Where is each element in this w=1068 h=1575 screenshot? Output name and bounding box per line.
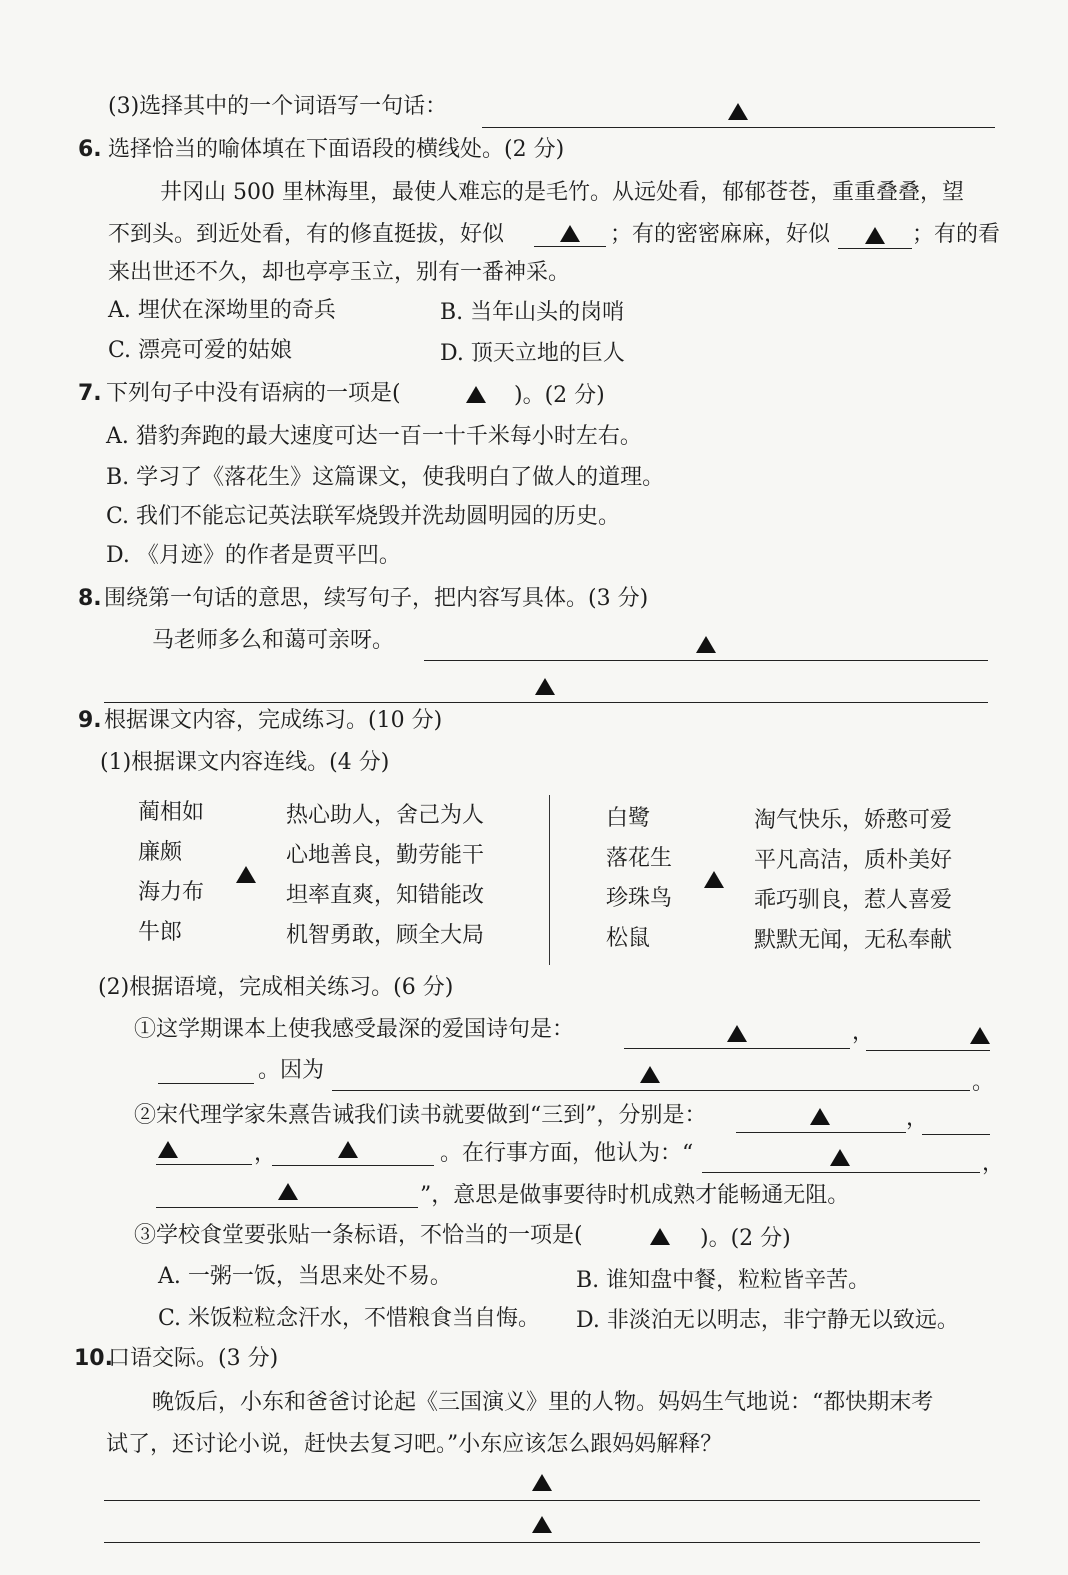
triangle-marker-icon (278, 1183, 298, 1200)
triangle-marker-icon (532, 1474, 552, 1491)
sub2-blank-5[interactable] (702, 1172, 980, 1173)
triangle-marker-icon (727, 1025, 747, 1042)
triangle-marker-icon (810, 1108, 830, 1125)
triangle-marker-icon (830, 1149, 850, 1166)
q9-sub3-prompt: ③学校食堂要张贴一条标语，不恰当的一项是( (134, 1223, 583, 1248)
sub1-comma: ， (852, 1020, 875, 1045)
sub2-blank-6[interactable] (156, 1207, 418, 1208)
q10-para-line1: 晚饭后，小东和爸爸讨论起《三国演义》里的人物。妈妈生气地说：“都快期末考 (152, 1390, 934, 1415)
triangle-marker-icon (535, 678, 555, 695)
sub2-blank-3[interactable] (156, 1164, 252, 1165)
right-trait-2: 平凡高洁，质朴美好 (754, 848, 953, 873)
right-trait-4: 默默无闻，无私奉献 (754, 928, 953, 953)
triangle-marker-icon (696, 636, 716, 653)
sub3-option-d: D. 非淡泊无以明志，非宁静无以致远。 (576, 1308, 959, 1333)
q5-answer-line[interactable] (482, 127, 995, 128)
q6-para-line2a: 不到头。到近处看，有的修直挺拔，好似 (108, 222, 505, 247)
q6-option-d: D. 顶天立地的巨人 (440, 341, 625, 366)
q8-stem: 围绕第一句话的意思，续写句子，把内容写具体。(3 分) (104, 586, 649, 611)
q6-stem: 选择恰当的喻体填在下面语段的横线处。(2 分) (108, 137, 565, 162)
sub3-option-a: A. 一粥一饭，当思来处不易。 (158, 1264, 452, 1289)
q7-option-d: D. 《月迹》的作者是贾平凹。 (106, 543, 401, 568)
q6-option-a: A. 埋伏在深坳里的奇兵 (108, 298, 336, 323)
sub3-option-b: B. 谁知盘中餐，粒粒皆辛苦。 (576, 1268, 871, 1293)
sub2-blank-1[interactable] (736, 1132, 906, 1133)
sub3-option-c: C. 米饭粒粒念汗水，不惜粮食当自悔。 (158, 1306, 541, 1331)
sub2-comma-1: ， (906, 1106, 929, 1131)
triangle-marker-icon (704, 871, 724, 888)
q6-para-line2b: ；有的密密麻麻，好似 (610, 222, 831, 247)
q9-stem: 根据课文内容，完成练习。(10 分) (104, 708, 443, 733)
q10-number: 10. (74, 1346, 113, 1371)
left-trait-2: 心地善良，勤劳能干 (286, 843, 485, 868)
sub1-blank-4[interactable] (332, 1090, 970, 1091)
left-trait-3: 坦率直爽，知错能改 (286, 883, 485, 908)
sub2-comma-2: ， (254, 1141, 277, 1166)
right-trait-3: 乖巧驯良，惹人喜爱 (754, 888, 953, 913)
q10-answer-line-2[interactable] (104, 1542, 980, 1543)
sub2-meaning: ”，意思是做事要待时机成熟才能畅通无阻。 (420, 1183, 850, 1208)
q6-para-line2c: ；有的看 (912, 222, 1001, 247)
q8-sentence: 马老师多么和蔼可亲呀。 (152, 628, 395, 653)
q10-para-line2: 试了，还讨论小说，赶快去复习吧。”小东应该怎么跟妈妈解释？ (106, 1432, 723, 1457)
triangle-marker-icon (560, 225, 580, 242)
sub1-blank-2[interactable] (866, 1050, 990, 1051)
left-trait-4: 机智勇敢，顾全大局 (286, 923, 485, 948)
left-trait-1: 热心助人，舍己为人 (286, 803, 485, 828)
q8-answer-line-1[interactable] (424, 660, 988, 661)
matching-divider (549, 795, 550, 965)
triangle-marker-icon (640, 1066, 660, 1083)
right-name-3: 珍珠鸟 (606, 886, 673, 911)
q6-number: 6. (78, 137, 102, 162)
left-name-4: 牛郎 (138, 920, 183, 945)
q9-part1: (1)根据课文内容连线。(4 分) (100, 750, 390, 775)
q7-number: 7. (78, 381, 102, 406)
left-name-1: 蔺相如 (138, 800, 205, 825)
q7-option-b: B. 学习了《落花生》这篇课文，使我明白了做人的道理。 (106, 465, 665, 490)
q9-part2: (2)根据语境，完成相关练习。(6 分) (98, 975, 454, 1000)
q10-answer-line-1[interactable] (104, 1500, 980, 1501)
q7-stem-a: 下列句子中没有语病的一项是( (106, 381, 401, 406)
q6-option-c: C. 漂亮可爱的姑娘 (108, 338, 293, 363)
q7-stem-b: )。(2 分) (514, 383, 605, 408)
left-name-2: 廉颇 (138, 840, 183, 865)
sub2-comma-3: ， (982, 1151, 1005, 1176)
q9-sub1-prompt: ①这学期课本上使我感受最深的爱国诗句是： (134, 1017, 575, 1042)
triangle-marker-icon (865, 227, 885, 244)
sub2-blank-2[interactable] (922, 1134, 990, 1135)
sub1-because: 。因为 (258, 1058, 325, 1083)
left-name-3: 海力布 (138, 880, 205, 905)
sub1-end: 。 (972, 1070, 995, 1095)
q6-para-line3: 来出世还不久，却也亭亭玉立，别有一番神采。 (108, 260, 571, 285)
q6-para-line1: 井冈山 500 里林海里，最使人难忘的是毛竹。从远处看，郁郁苍苍，重重叠叠，望 (160, 180, 964, 205)
triangle-marker-icon (970, 1027, 990, 1044)
q9-sub3-score: )。(2 分) (700, 1226, 791, 1251)
q10-stem: 口语交际。(3 分) (108, 1346, 279, 1371)
sub2-conduct: 。在行事方面，他认为：“ (440, 1141, 694, 1166)
q6-option-b: B. 当年山头的岗哨 (440, 300, 625, 325)
right-name-4: 松鼠 (606, 926, 651, 951)
q5-part3-prompt: (3)选择其中的一个词语写一句话： (108, 94, 448, 119)
q9-number: 9. (78, 708, 102, 733)
triangle-marker-icon (466, 386, 486, 403)
right-trait-1: 淘气快乐，娇憨可爱 (754, 808, 953, 833)
sub1-blank-3[interactable] (158, 1083, 254, 1084)
q7-option-c: C. 我们不能忘记英法联军烧毁并洗劫圆明园的历史。 (106, 504, 621, 529)
triangle-marker-icon (236, 866, 256, 883)
triangle-marker-icon (728, 103, 748, 120)
q8-number: 8. (78, 586, 102, 611)
right-name-1: 白鹭 (606, 806, 651, 831)
q6-blank-2[interactable] (838, 248, 912, 249)
sub1-blank-1[interactable] (624, 1048, 850, 1049)
q6-blank-1[interactable] (534, 246, 606, 247)
triangle-marker-icon (158, 1141, 178, 1158)
q9-sub2-prompt: ②宋代理学家朱熹告诫我们读书就要做到“三到”，分别是： (134, 1103, 707, 1128)
triangle-marker-icon (532, 1516, 552, 1533)
sub2-blank-4[interactable] (272, 1165, 434, 1166)
q8-answer-line-2[interactable] (104, 702, 988, 703)
triangle-marker-icon (650, 1228, 670, 1245)
q7-option-a: A. 猎豹奔跑的最大速度可达一百一十千米每小时左右。 (106, 424, 642, 449)
right-name-2: 落花生 (606, 846, 673, 871)
triangle-marker-icon (338, 1141, 358, 1158)
